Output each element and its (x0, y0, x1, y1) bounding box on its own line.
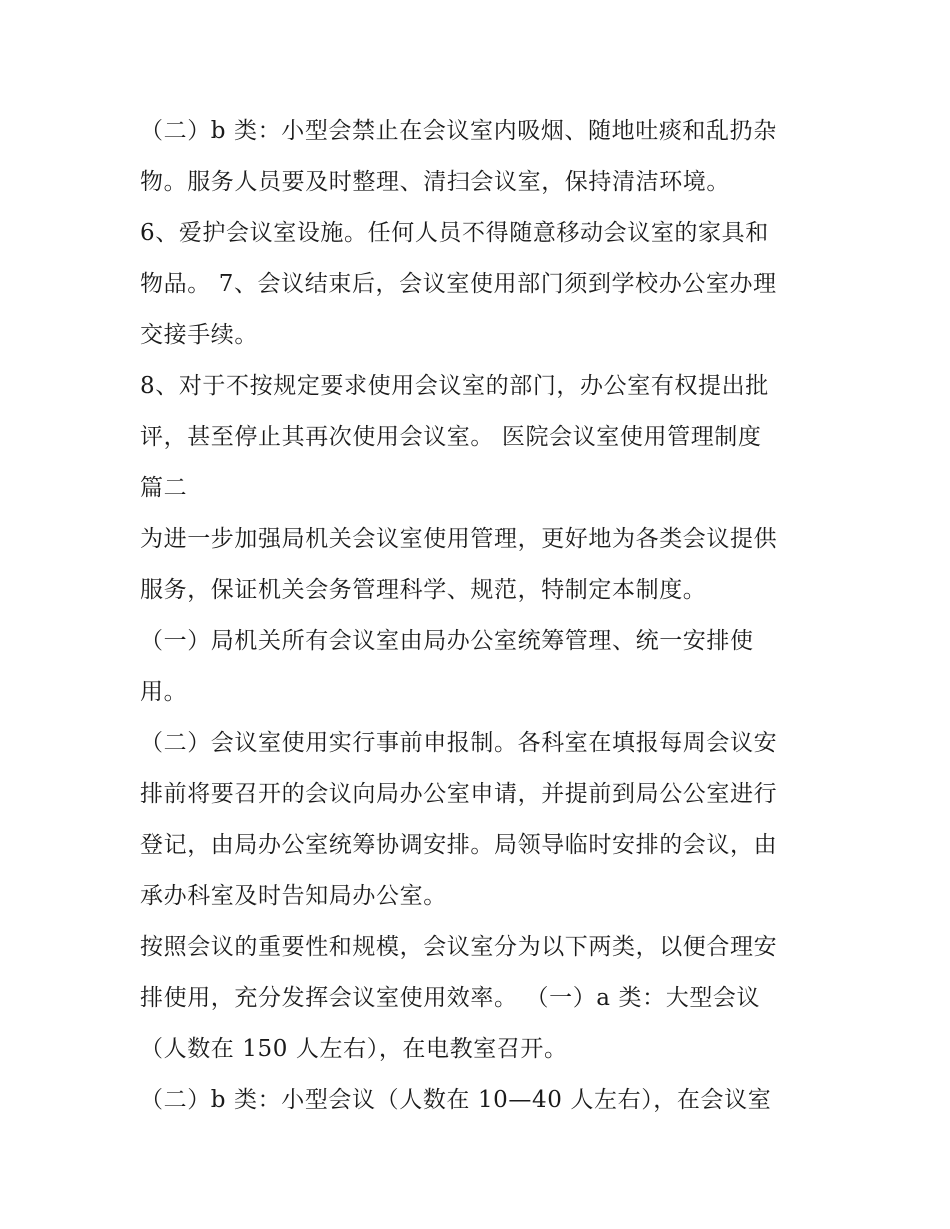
text-line: （二）b 类：小型会议（人数在 10—40 人左右），在会议室 (140, 1087, 772, 1113)
text-line: （一）局机关所有会议室由局办公室统筹管理、统一安排使 (140, 628, 754, 654)
text-line: 篇二 (140, 475, 188, 501)
text-line: 物。服务人员要及时整理、清扫会议室，保持清洁环境。 (140, 169, 730, 195)
text-line: 6、爱护会议室设施。任何人员不得随意移动会议室的家具和 (140, 220, 769, 246)
text-line: 排使用，充分发挥会议室使用效率。 （一）a 类：大型会议 (140, 985, 761, 1011)
text-line: 承办科室及时告知局办公室。 (140, 883, 447, 909)
text-line: 8、对于不按规定要求使用会议室的部门，办公室有权提出批 (140, 373, 769, 399)
text-line: 物品。 7、会议结束后，会议室使用部门须到学校办公室办理 (140, 271, 777, 297)
text-line: 按照会议的重要性和规模，会议室分为以下两类，以便合理安 (140, 934, 778, 960)
text-line: 为进一步加强局机关会议室使用管理，更好地为各类会议提供 (140, 526, 778, 552)
text-line: 排前将要召开的会议向局办公室申请，并提前到局公公室进行 (140, 781, 778, 807)
text-line: 交接手续。 (140, 322, 258, 348)
text-line: （二）会议室使用实行事前申报制。各科室在填报每周会议安 (140, 730, 778, 756)
text-line: （人数在 150 人左右），在电教室召开。 (140, 1036, 568, 1062)
text-line: （二）b 类：小型会禁止在会议室内吸烟、随地吐痰和乱扔杂 (140, 118, 777, 144)
text-line: 评，甚至停止其再次使用会议室。 医院会议室使用管理制度 (140, 424, 762, 450)
text-line: 登记，由局办公室统筹协调安排。局领导临时安排的会议，由 (140, 832, 778, 858)
text-line: 用。 (140, 679, 188, 705)
text-line: 服务，保证机关会务管理科学、规范，特制定本制度。 (140, 577, 707, 603)
document-body (140, 106, 830, 1126)
